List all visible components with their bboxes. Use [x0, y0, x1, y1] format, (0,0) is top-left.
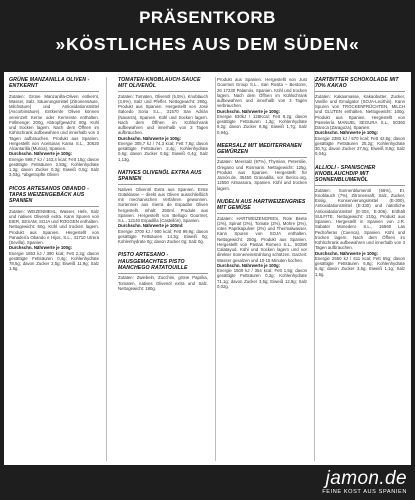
title-divider: [217, 213, 307, 214]
title-divider: [217, 157, 307, 158]
product-description: Zutaten: Sonnenblumenöl (66%), EI, Knoblauch (7%), Zitronensaft, Salz, Zucker, Essig, Konservierungsmittel (E-300), Antioxidationsmittel (E-330) und natürliche Antioxidationsmittel (E-304, E-306). Enthält SULFITE. Nettogewicht: 210g. Produkt aus Spanien. Hergestellt in Spanien von J.R. Sabater Monedero S.L., 16660 Las Pedroñeras (Cuenca), Spanien. Kühl und trocken lagern. Nach dem Öffnen im Kühlschrank aufbewahren und innerhalb von 3 Tagen aufbrauchen.: [315, 187, 405, 251]
column-2: [118, 77, 208, 457]
column-4: [315, 77, 405, 285]
brand-footer: [322, 468, 407, 496]
product-section: [217, 77, 307, 135]
nutrition-values: Energie 3700 kJ / 900 kcal; Fett 99,9g; davon gesättigte Fettsäuren 14,3g; Eiweiß 0g; Kohlenhydrate 0g; davon Zucker 0g; Salz 0g.: [118, 228, 208, 245]
page-title: PRÄSENTKORB: [139, 8, 276, 27]
title-divider: [9, 91, 99, 92]
product-title: PISTO ARTESANO - HAUSGEMACHTES PISTO MANCHEGO RATATOUILLE: [118, 252, 188, 271]
page-header: [0, 0, 415, 64]
nutrition-heading: Durchschn. Nährwerte je 100g:: [315, 130, 379, 136]
product-section: [217, 199, 307, 289]
nutrition-values: Energie 1500 kJ / 354 kcal; Fett 1,5g; davon gesättigte Fettsäuren 0,3g; Kohlenhydrate 71,1g; davon Zucker 3,5g; Eiweiß 12,9g; Salz 0,02g.: [217, 268, 307, 289]
product-title: MEERSALZ MIT MEDITERRANEN GEWÜRZEN: [217, 142, 302, 156]
nutrition-heading: Durchschn. Nährwerte je 100g:: [9, 245, 73, 251]
title-divider: [9, 206, 99, 207]
nutrition-heading: Durchschn. Nährwerte je 100g:: [315, 250, 379, 256]
brand-logo: jamon.de: [325, 468, 407, 489]
product-description: Zutaten: Kakaomasse, Kakaobutter, Zucker, Vanille und Emulgator (SOJA-Lecithin). Kann Spuren von TROCKENFRÜCHTEN, MILCH und GLUTEN enthalten. Nettogewicht: 100g. Produkt aus Spanien. Hergestellt von Pastelería MANUEL SEGURA S.L., 50360 Daroca (Zaragoza), Spanien.: [315, 93, 405, 131]
product-description: Zutaten: HARTWEIZENGRIES, Rote Beete (2%), Spinat (2%), Tomate (2%), Möhre (2%), rotes Paprikapulver (2%) und Thermalwasser. Kann Spuren von SOJA enthalten. Nettogewicht: 250g. Produkt aus Spanien. Hergestellt von Pastas Romero S.L., 50290 Calatayud. Kühl und trocken lagern und vor direkter Sonneneinstrahlung schützen. Garzeit: Wasser gesalzen und 10-15 Minuten kochen.: [217, 215, 307, 263]
product-section: [315, 77, 405, 157]
nutrition-values: Energie 305,7 kJ / 74,3 kcal; Fett 7,8g; davon gesättigte Fettsäuren 2,4g; Kohlenhydrate 0,6g; davon Zucker 0,5g; Eiweiß 0,4g; Salz 1,13g.: [118, 140, 208, 162]
product-description: Zutaten: Grüne Manzanilla-Oliven entkernt, Wasser, Salz, Säuerungsmittel (Zitronensäure, Milchsäure) und Antioxidationsmittel (Ascorbinsäure). Entkernte Oliven können vereinzelt Kerne oder Kernreste enthalten. Füllmenge: 200g, Abtropfgewicht: 80g. Kühl und trocken lagern. Nach dem Öffnen im Kühlschrank aufbewahren und innerhalb von 3 Tagen aufbrauchen. Produkt aus Spanien. Hergestellt von Aceitunas Kama S.L., 30620 Alcantarilla (Murcia), Spanien.: [9, 93, 99, 152]
nutrition-heading: Durchschn. Nährwerte je 100g:: [9, 151, 73, 157]
product-title: GRÜNE MANZANILLA OLIVEN - ENTKERNT: [9, 77, 90, 90]
nutrition-heading: Durchschn. Nährwerte je 100ml:: [118, 223, 184, 229]
title-divider: [315, 91, 405, 92]
product-section: [217, 143, 307, 191]
title-divider: [118, 91, 208, 92]
product-description: Zutaten: Tomaten, Olivenöl (5,5%), Knoblauch (3,5%), Salz und Pfeffer. Nettogewicht: 290g. Produkt aus Spanien. Hergestellt von José Salcedo Soria S.L., 31570 San Adrián (Navarra), Spanien. Kühl und trocken lagern. Nach dem Öffnen im Kühlschrank aufbewahren und innerhalb von 3 Tagen aufbrauchen.: [118, 93, 208, 136]
nutrition-heading: Durchschn. Nährwerte je 100g:: [217, 262, 281, 268]
product-section: [9, 186, 99, 272]
product-description: Natives Olivenöl Extra aus Spanien. Erste Güteklasse – direkt aus Oliven ausschließlich mit mechanischen Verfahren gewonnen. Sortenrein aus Sierra de Espadán Oliven hergestellt. Inhalt: 250ml. Produkt aus Spanien. Hergestellt von Bellugo Gourmet, S.L., 12140 Espadilla (Castellón), Spanien.: [118, 186, 208, 224]
nutrition-heading: Durchschn. Nährwerte je 100g:: [217, 108, 281, 114]
nutrition-values: Energie 2550 kJ / 611 kcal; Fett 65g; davon gesättigte Fettsäuren 6,8g; Kohlenhydrate 6,4g; davon Zucker 3,5g; Eiweiß 1,1g; Salz 1,6g.: [315, 255, 405, 277]
page-subtitle: »KÖSTLICHES AUS DEM SÜDEN«: [55, 34, 360, 54]
product-title: TOMATEN-KNOBLAUCH-SAUCE MIT OLIVENÖL: [118, 77, 201, 90]
product-description: Zutaten: WEIZENMEHL, Wasser, Hefe, Salz und natives Olivenöl extra. Kann Spuren von EIER, SESAM, SOJA und ROGGEN enthalten. Nettogewicht: 60g. Kühl und trocken lagern. Produkt aus Spanien. Hergestellt von Panadería Obando e Hijos, S.L., 41710 Utrera (Sevilla), Spanien.: [9, 208, 99, 246]
nutrition-values: Energie 530kJ / 128Kcal; Fett 8,2g; davon gesättigte Fettsäuren 1,3g; Kohlenhydrate 9,2g; davon Zucker 8,8g; Eiweiß 1,7g; Salz 0,94g.: [217, 113, 307, 135]
product-title: NATIVES OLIVENÖL EXTRA AUS SPANIEN: [118, 169, 202, 183]
column-1: [9, 77, 99, 457]
product-description: Zutaten: Zwiebeln, Zucchini, grüne Paprika, Tomaten, natives Olivenöl extra und Salz. Nettogewicht: 180g.: [118, 275, 208, 291]
title-divider: [315, 185, 405, 186]
nutrition-values: Energie 1653 kJ / 390 kcal; Fett 2,2g; davon gesättigte Fettsäuren 0,4g; Kohlenhydrate 78,5g; davon Zucker 2,5g; Eiweiß 11,9g; Salz 1,8g.: [9, 250, 99, 272]
nutrition-values: Energie 598,7 kJ / 143,4 kcal; Fett 15g; davon gesättigte Fettsäuren 2,83g; Kohlenhydrate 1,3g; davon Zucker 0,3g; Eiweiß 0,5g; Salz 3,03g. *abgetropfte Oliven: [9, 156, 99, 178]
product-description: Zutaten: Meersalz (97%), Thymian, Petersilie, Oregano und Rosmarin. Nettogewicht: 125g. Produkt aus Spanien. Hergestellt für Jamón.de, 35450 Granadilla, vor Iberico.org, 12550 Almassora, Spanien. Kühl und trocken lagern.: [217, 159, 307, 191]
title-divider: [118, 273, 208, 274]
nutrition-heading: Durchschn. Nährwerte je 100g:: [118, 135, 182, 141]
brand-tagline: FEINE KOST AUS SPANIEN: [322, 489, 407, 495]
product-title: ZARTBITTER SCHOKOLADE MIT 70% KAKAO: [315, 77, 399, 90]
product-section: [118, 77, 208, 162]
product-title: ALLIOLI - SPANISCHER KNOBLAUCHDIP MIT SONNENBLUMENÖL: [315, 164, 376, 184]
product-title: NUDELN AUS HARTWEIZENGRIES MIT GEMÜSE: [217, 198, 306, 212]
product-section: [118, 170, 208, 244]
product-section: [315, 165, 405, 277]
product-section: [118, 252, 208, 291]
ingredients-panel: [4, 72, 411, 465]
nutrition-values: Energie 2380 kJ / 570 kcal; Fett 42,8g; davon gesättigte Fettsäuren 25,2g; Kohlenhydrate 30,7g; davon Zucker 27,5g; Eiweiß 8,9g; Salz 0,04g.: [315, 135, 405, 157]
title-divider: [118, 184, 208, 185]
product-description: Produkt aus Spanien. Hergestellt von Just Gourmet Group S.L., San Rosita – Bestorre, 26 17230 Palamós, Spanien. Kühl und trocken lagern. Nach dem Öffnen im Kühlschrank aufbewahren und innerhalb von 3 Tagen verbrauchen.: [217, 77, 307, 109]
product-title: PICOS ARTESANOS OBANDO - TAPAS WEIZENGEBÄCK AUS SPANIEN: [9, 185, 89, 205]
column-3: [217, 77, 307, 457]
product-section: [9, 77, 99, 178]
